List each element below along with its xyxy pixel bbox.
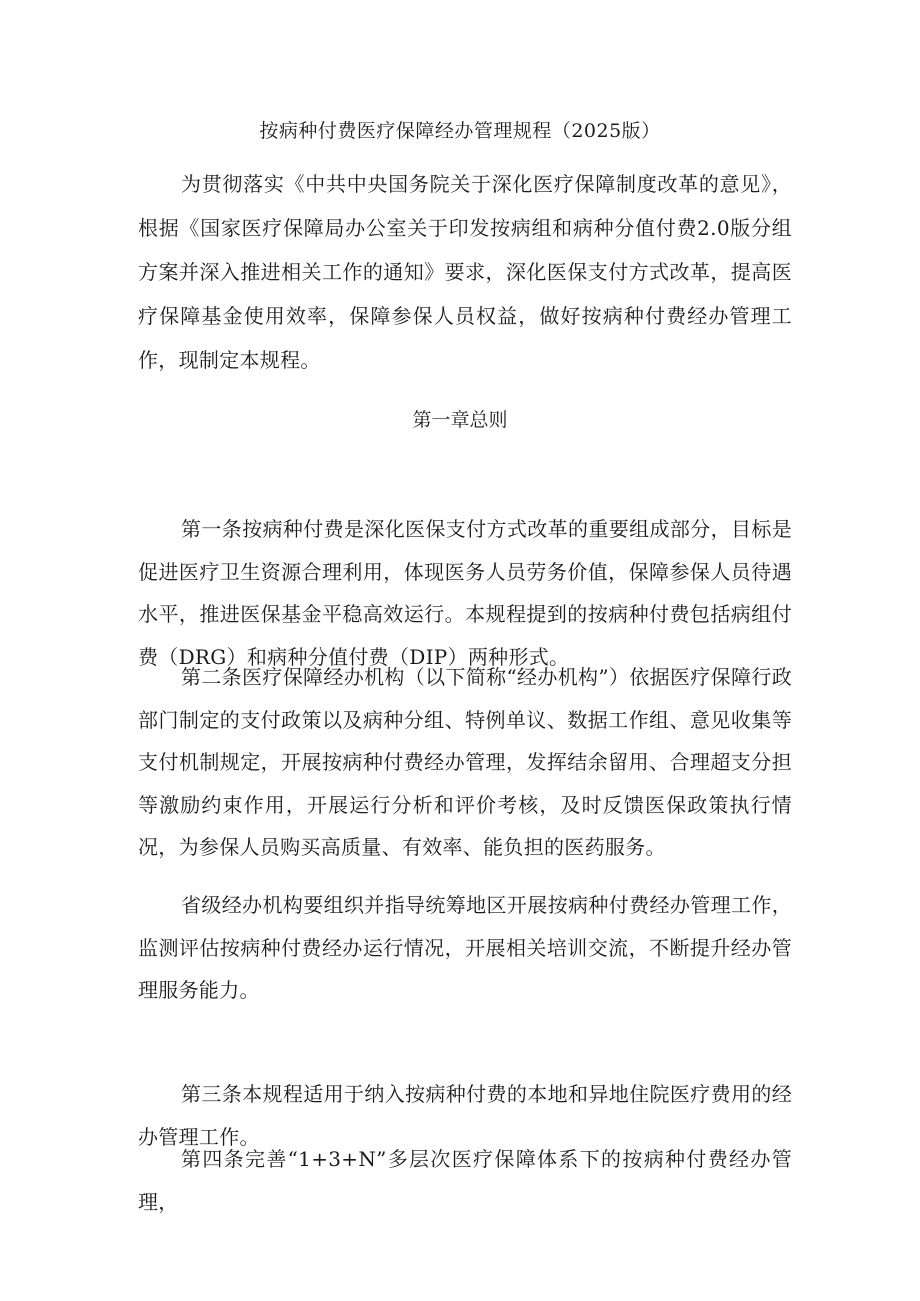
intro-paragraph: 为贯彻落实《中共中央国务院关于深化医疗保障制度改革的意见》，根据《国家医疗保障局办公室关于印发按病组和病种分值付费2.0版分组方案并深入推进相关工作的通知》要求，深化医保支付方式改革，提高医疗保障基金使用效率，保障参保人员权益，做好按病种付费经办管理工作，现制定本规程。 [138, 172, 792, 372]
chapter-heading: 第一章总则 [412, 409, 508, 431]
provincial-agency-paragraph: 省级经办机构要组织并指导统筹地区开展按病种付费经办管理工作，监测评估按病种付费经办运行情况，开展相关培训交流，不断提升经办管理服务能力。 [138, 893, 792, 1002]
article-2-paragraph: 第二条医疗保障经办机构（以下简称“经办机构”）依据医疗保障行政部门制定的支付政策以及病种分组、特例单议、数据工作组、意见收集等支付机制规定，开展按病种付费经办管理，发挥结余留用、合理超支分担等激励约束作用，开展运行分析和评价考核，及时反馈医保政策执行情况，为参保人员购买高质量、有效率、能负担的医药服务。 [138, 665, 792, 859]
document-title: 按病种付费医疗保障经办管理规程（2025版） [259, 120, 661, 142]
article-4-paragraph: 第四条完善“1+3+N”多层次医疗保障体系下的按病种付费经办管理， [138, 1147, 792, 1214]
article-3-paragraph: 第三条本规程适用于纳入按病种付费的本地和异地住院医疗费用的经办管理工作。 [138, 1082, 792, 1149]
article-1-paragraph: 第一条按病种付费是深化医保支付方式改革的重要组成部分，目标是促进医疗卫生资源合理利用，体现医务人员劳务价值，保障参保人员待遇水平，推进医保基金平稳高效运行。本规程提到的按病种付费包括病组付费（DRG）和病种分值付费（DIP）两种形式。 [138, 517, 792, 669]
